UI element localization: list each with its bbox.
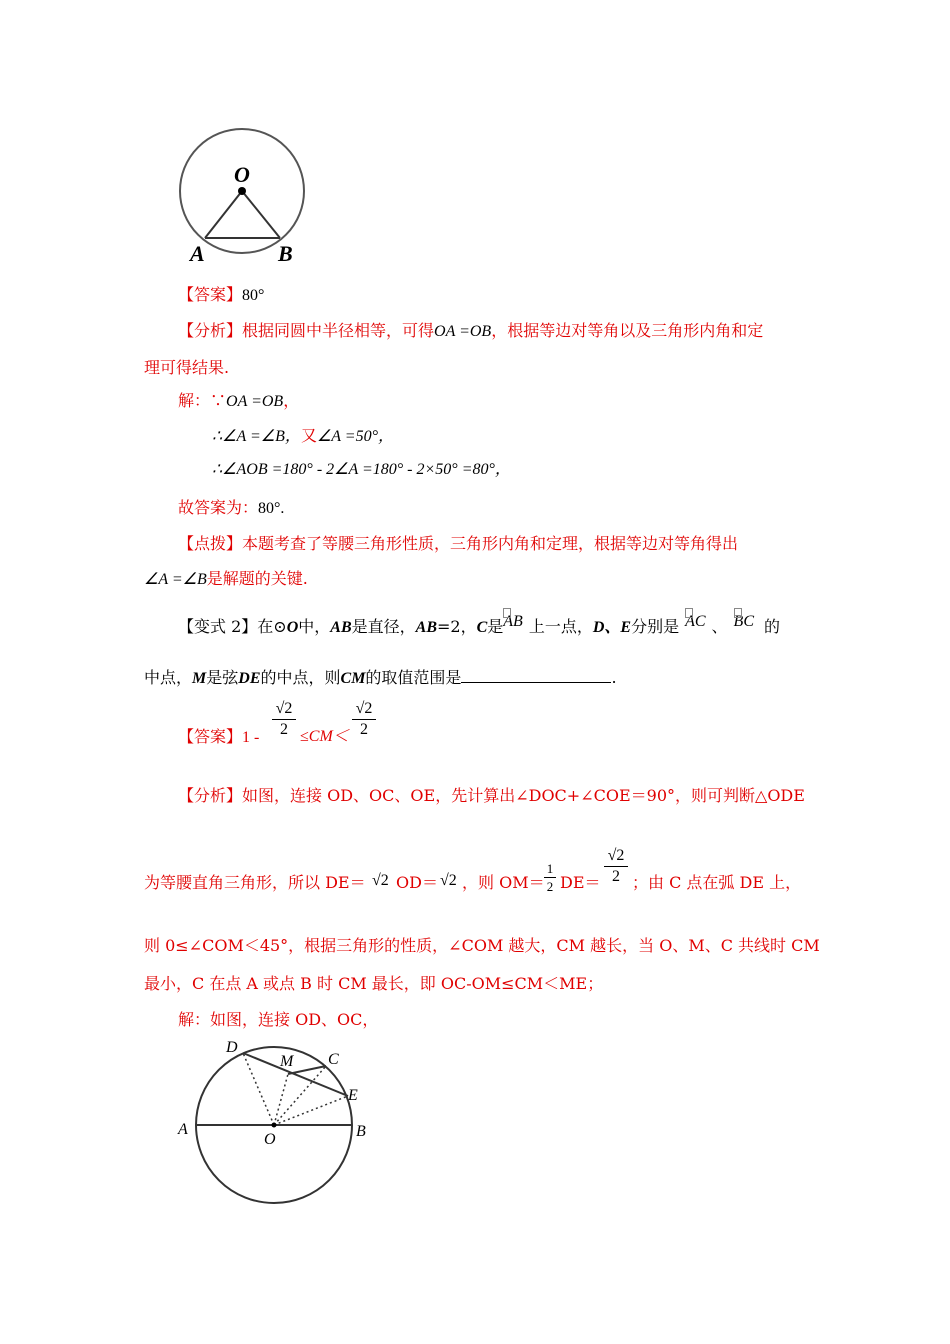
answer-line-1	[178, 287, 264, 304]
label-o2: O	[264, 1131, 276, 1148]
tip-tag: 【点拨】	[178, 534, 243, 553]
arc-bc: BC	[733, 613, 754, 630]
analysis-line-1	[178, 323, 763, 340]
numerator: √2	[355, 700, 373, 717]
answer-line-2	[178, 729, 259, 746]
q-m: M	[192, 670, 207, 687]
arc-ac: AC	[685, 613, 706, 630]
denominator: 2	[360, 721, 368, 738]
center-point	[238, 187, 246, 195]
analysis2-tag: 【分析】	[178, 786, 243, 805]
figure-circle-oab	[170, 120, 340, 270]
solution-eq2: ∴∠A =∠B，	[212, 428, 301, 445]
fraction-bar	[544, 877, 556, 878]
q-text: 分别是	[631, 617, 680, 636]
fraction-sqrt2-over-2	[272, 701, 296, 738]
sqrt2: √2	[372, 872, 389, 889]
fraction-bar	[352, 719, 376, 720]
solution-line-2	[212, 428, 394, 445]
label-d: D	[226, 1039, 238, 1056]
segment-mc	[288, 1066, 326, 1074]
solution-line-3: ∴∠AOB =180° - 2∠A =180° - 2×50° =80°，	[212, 461, 511, 478]
dotted-oe	[274, 1096, 348, 1125]
final-text: 故答案为：	[178, 498, 259, 517]
q-ab: AB	[415, 619, 437, 636]
question-line-2	[144, 668, 617, 687]
figure-circle-dmce	[170, 1030, 380, 1210]
label-a2: A	[178, 1121, 188, 1138]
tip-line-2	[144, 571, 308, 588]
analysis-eq: OA =OB	[434, 323, 492, 340]
answer-part-1: 1 -	[242, 729, 260, 746]
label-a: A	[190, 241, 205, 266]
analysis2-line-4: 最小，C 在点 A 或点 B 时 CM 最长，即 OC-OM≤CM＜ME；	[144, 974, 604, 993]
fraction-bar	[604, 866, 628, 867]
q-text: 的中点，则	[260, 668, 341, 687]
sqrt2: √2	[440, 872, 457, 889]
solution-also: 又	[300, 426, 317, 445]
fraction-bar	[272, 719, 296, 720]
tip-eq: ∠A =∠B	[144, 571, 207, 588]
analysis2-line-2b: OD＝	[396, 873, 438, 892]
q-de: DE	[238, 670, 261, 687]
q-c: C	[476, 619, 488, 636]
q-text: 是	[487, 617, 504, 636]
q-text: 、	[711, 617, 728, 636]
denominator: 2	[546, 879, 554, 894]
analysis2-line-3: 则 0≤∠COM＜45°，根据三角形的性质，∠COM 越大，CM 越长，当 O、M、C 共线时 CM	[144, 936, 820, 955]
solution2-line: 解：如图，连接 OD、OC，	[178, 1010, 379, 1029]
q-de: D、E	[592, 619, 632, 636]
label-o: O	[234, 162, 250, 187]
label-b2: B	[356, 1123, 366, 1140]
q-ab: AB	[330, 619, 352, 636]
solution-line-1	[178, 393, 299, 410]
analysis-text-b: ，根据等边对等角以及三角形内角和定	[491, 321, 764, 340]
solution-comma: ，	[283, 391, 300, 410]
answer-tag-2: 【答案】	[178, 727, 243, 746]
analysis2-line-1	[178, 788, 805, 804]
denominator: 2	[612, 868, 620, 885]
analysis2-line-2c: ，则 OM＝	[462, 873, 545, 892]
q-text: .	[611, 668, 617, 687]
tip-line-1	[178, 536, 738, 552]
q-text: 中，	[298, 617, 331, 636]
q-text: 的	[764, 617, 781, 636]
numerator: 1	[546, 861, 554, 876]
tip-text-2: 是解题的关键.	[206, 569, 308, 588]
final-value: 80°.	[258, 500, 285, 517]
q-text: 的取值范围是	[365, 668, 462, 687]
numerator: √2	[275, 700, 293, 717]
segment-ob	[242, 191, 280, 238]
analysis-line-2: 理可得结果.	[144, 358, 230, 377]
q-text: 是直径，	[351, 617, 416, 636]
label-e: E	[348, 1087, 358, 1104]
numerator: √2	[607, 847, 625, 864]
solution-eq1: OA =OB	[226, 393, 284, 410]
question-line-1	[178, 613, 781, 636]
q-text: 中点，	[144, 668, 193, 687]
answer-mid: ≤CM＜	[300, 728, 349, 745]
answer-value: 80°	[242, 287, 265, 304]
q-text: 在⊙	[257, 617, 287, 636]
final-answer-line	[178, 500, 284, 517]
q-cm: CM	[340, 670, 366, 687]
analysis-text: 根据同圆中半径相等，可得	[242, 321, 435, 340]
fraction-sqrt2-over-2	[604, 848, 628, 885]
analysis-tag: 【分析】	[178, 321, 243, 340]
question-tag: 【变式 2】	[178, 617, 258, 636]
analysis2-line-2d: DE＝	[560, 873, 601, 892]
fraction-sqrt2-over-2	[352, 701, 376, 738]
tip-text: 本题考查了等腰三角形性质，三角形内角和定理，根据等边对等角得出	[242, 534, 739, 553]
arc-ab: AB	[503, 613, 523, 630]
analysis2-line-2e: ；由 C 点在弧 DE 上，	[632, 873, 802, 892]
q-text: 上一点，	[528, 617, 593, 636]
q-text: 是弦	[206, 668, 239, 687]
fraction-half	[544, 862, 556, 893]
center-point-2	[272, 1123, 277, 1128]
solution-eq2c: ∠A =50°，	[316, 428, 394, 445]
label-m: M	[280, 1053, 294, 1070]
label-b: B	[278, 241, 293, 266]
solution-tag: 解：	[178, 391, 211, 410]
denominator: 2	[280, 721, 288, 738]
label-c: C	[328, 1051, 339, 1068]
analysis2-text: 如图，连接 OD、OC、OE，先计算出∠DOC+∠COE＝90°，则可判断△ODE	[242, 786, 805, 805]
q-o: O	[286, 619, 299, 636]
answer-blank[interactable]	[461, 668, 611, 683]
because-symbol: ∵	[210, 391, 227, 410]
segment-oa	[205, 191, 242, 238]
analysis2-line-2a: 为等腰直角三角形，所以 DE＝	[144, 873, 366, 892]
q-text: =2，	[436, 617, 477, 636]
answer-tag: 【答案】	[178, 285, 243, 304]
